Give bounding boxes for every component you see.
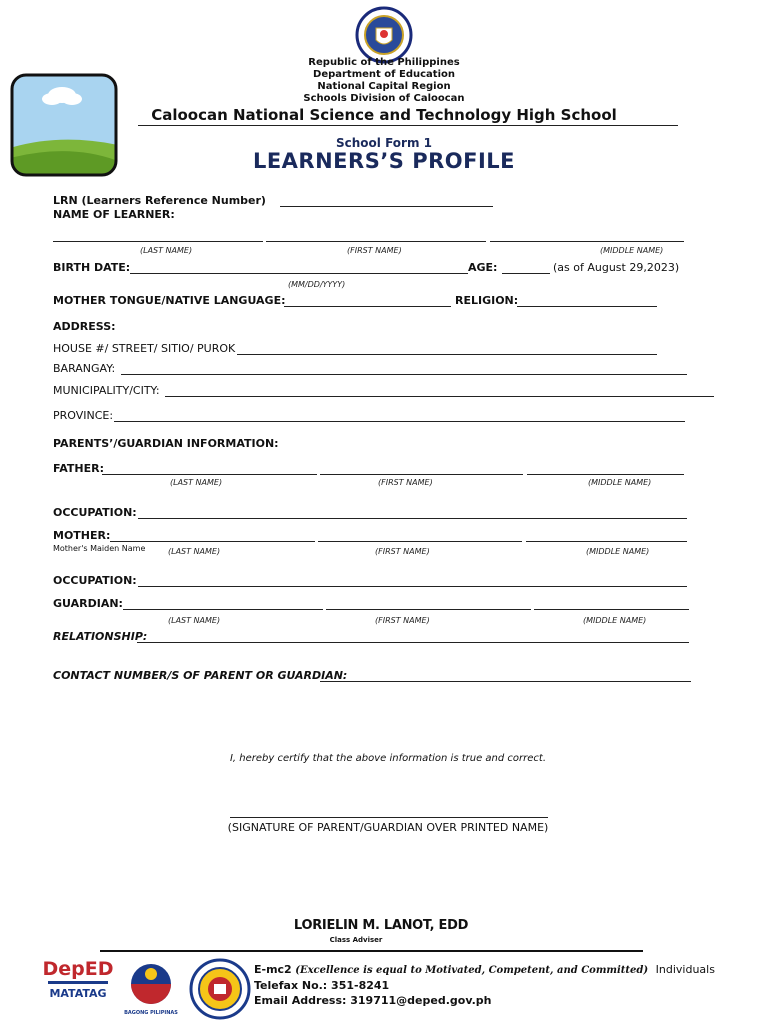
barangay-field[interactable]	[121, 374, 687, 375]
school-seal	[189, 958, 251, 1020]
region-label: National Capital Region	[317, 81, 451, 92]
page-title: LEARNERS’S PROFILE	[252, 149, 516, 173]
learner-middle-name-field[interactable]	[490, 241, 684, 242]
father-first-caption: (FIRST NAME)	[378, 478, 433, 487]
relationship-label: RELATIONSHIP:	[53, 630, 148, 643]
father-last-caption: (LAST NAME)	[170, 478, 223, 487]
lrn-field[interactable]	[280, 206, 493, 207]
mother-maiden-caption: Mother's Maiden Name	[53, 544, 146, 553]
religion-label: RELIGION:	[455, 294, 519, 307]
address-label: ADDRESS:	[53, 320, 116, 333]
father-last-name-field[interactable]	[102, 474, 317, 475]
guardian-last-name-field[interactable]	[123, 609, 323, 610]
certify-statement: I, hereby certify that the above information is true and correct.	[229, 753, 547, 764]
mother-last-name-field[interactable]	[110, 541, 315, 542]
province-label: PROVINCE:	[53, 409, 114, 422]
form-number: School Form 1	[336, 136, 432, 150]
mother-middle-caption: (MIDDLE NAME)	[586, 547, 650, 556]
father-middle-caption: (MIDDLE NAME)	[588, 478, 652, 487]
last-name-caption: (LAST NAME)	[140, 246, 193, 255]
adviser-name: LORIELIN M. LANOT, EDD	[293, 918, 469, 933]
signature-caption: (SIGNATURE OF PARENT/GUARDIAN OVER PRINTED NAME)	[227, 821, 549, 834]
middle-name-caption: (MIDDLE NAME)	[600, 246, 664, 255]
department-label: Department of Education	[313, 69, 455, 80]
mother-label: MOTHER:	[53, 529, 111, 542]
father-first-name-field[interactable]	[320, 474, 523, 475]
guardian-first-caption: (FIRST NAME)	[375, 616, 430, 625]
learner-last-name-field[interactable]	[53, 241, 263, 242]
province-field[interactable]	[114, 421, 685, 422]
deped-matatag-logo: DepED MATATAG	[42, 958, 114, 1000]
mother-occupation-label: OCCUPATION:	[53, 574, 137, 587]
email-address: Email Address: 319711@deped.gov.ph	[254, 994, 492, 1007]
father-occupation-label: OCCUPATION:	[53, 506, 137, 519]
mother-first-name-field[interactable]	[318, 541, 522, 542]
contact-field[interactable]	[320, 681, 691, 682]
father-middle-name-field[interactable]	[527, 474, 684, 475]
birth-date-field[interactable]	[130, 273, 468, 274]
lrn-label: LRN (Learners Reference Number)	[53, 194, 266, 207]
school-name: Caloocan National Science and Technology High School	[151, 106, 617, 124]
guardian-first-name-field[interactable]	[326, 609, 531, 610]
first-name-caption: (FIRST NAME)	[347, 246, 402, 255]
guardian-last-caption: (LAST NAME)	[168, 616, 221, 625]
father-label: FATHER:	[53, 462, 105, 475]
division-label: Schools Division of Caloocan	[303, 93, 465, 104]
emc2-line	[254, 963, 715, 976]
date-format-caption: (MM/DD/YYYY)	[288, 280, 346, 289]
age-note: (as of August 29,2023)	[553, 261, 680, 274]
signature-field[interactable]	[230, 817, 548, 818]
mother-tongue-field[interactable]	[284, 306, 451, 307]
adviser-role: Class Adviser	[329, 936, 383, 944]
mother-occupation-field[interactable]	[138, 586, 687, 587]
mother-last-caption: (LAST NAME)	[168, 547, 221, 556]
emc2-suffix: Individuals	[655, 963, 715, 976]
guardian-middle-caption: (MIDDLE NAME)	[583, 616, 647, 625]
guardian-middle-name-field[interactable]	[534, 609, 689, 610]
deped-seal	[355, 6, 413, 64]
relationship-field[interactable]	[137, 642, 689, 643]
mother-first-caption: (FIRST NAME)	[375, 547, 430, 556]
age-label: AGE:	[468, 261, 498, 274]
bagong-pilipinas-logo: BAGONG PILIPINAS	[120, 960, 182, 1016]
telefax: Telefax No.: 351-8241	[254, 979, 390, 992]
contact-label: CONTACT NUMBER/S OF PARENT OR GUARDIAN:	[53, 669, 348, 682]
guardian-label: GUARDIAN:	[53, 597, 123, 610]
emc2-prefix: E-mc2	[254, 963, 292, 976]
school-underline	[138, 125, 678, 126]
municipality-field[interactable]	[165, 396, 714, 397]
mother-tongue-label: MOTHER TONGUE/NATIVE LANGUAGE:	[53, 294, 286, 307]
father-occupation-field[interactable]	[138, 518, 687, 519]
municipality-label: MUNICIPALITY/CITY:	[53, 384, 160, 397]
parents-info-label: PARENTS’/GUARDIAN INFORMATION:	[53, 437, 279, 450]
footer-divider	[100, 950, 643, 952]
emc2-motto: (Excellence is equal to Motivated, Competent, and Committed)	[295, 965, 649, 976]
republic-label: Republic of the Philippines	[308, 57, 460, 68]
religion-field[interactable]	[517, 306, 657, 307]
house-label: HOUSE #/ STREET/ SITIO/ PUROK	[53, 342, 236, 355]
learner-first-name-field[interactable]	[266, 241, 486, 242]
age-field[interactable]	[502, 273, 550, 274]
name-of-learner-label: NAME OF LEARNER:	[53, 208, 175, 221]
barangay-label: BARANGAY:	[53, 362, 116, 375]
mother-middle-name-field[interactable]	[526, 541, 687, 542]
birth-date-label: BIRTH DATE:	[53, 261, 131, 274]
house-field[interactable]	[237, 354, 657, 355]
